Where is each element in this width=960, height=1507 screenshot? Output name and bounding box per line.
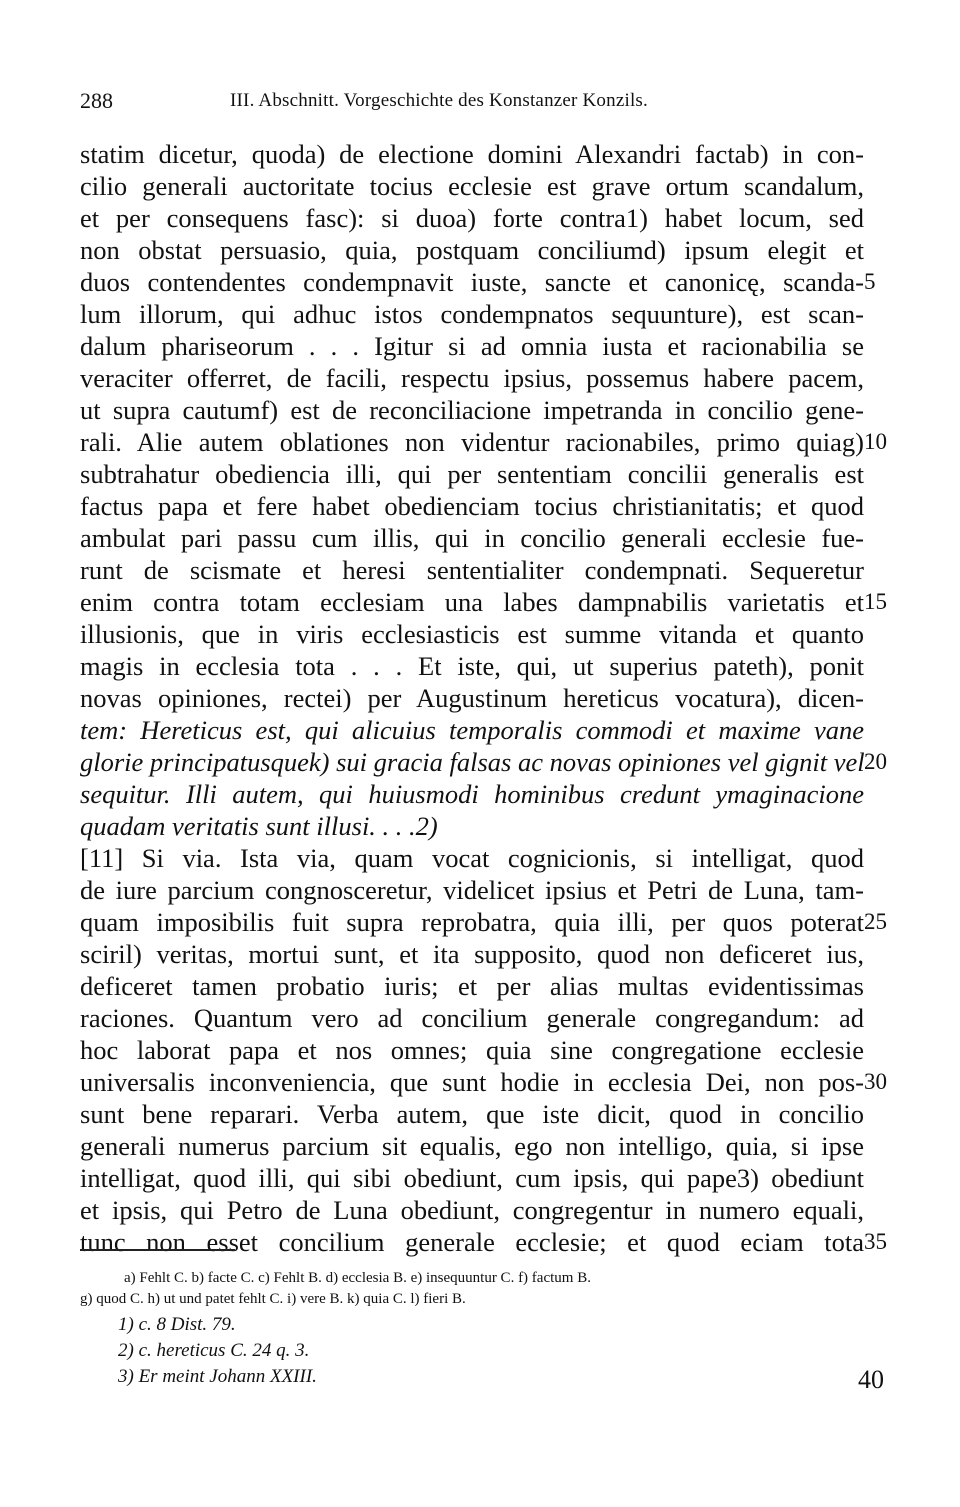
text-line: sunt bene reparari. Verba autem, que iste dicit, quod in concilio xyxy=(80,1099,864,1129)
text-line: [11] Si via. Ista via, quam vocat cognicionis, si intelligat, quod xyxy=(80,843,864,873)
text-line: rali. Alie autem oblationes non videntur racionabiles, primo quiag) xyxy=(80,427,864,457)
text-line: non obstat persuasio, quia, postquam conciliumd) ipsum elegit et xyxy=(80,235,864,265)
text-line: duos contendentes condempnavit iuste, sancte et canonicę, scanda- xyxy=(80,267,864,297)
text-line: glorie principatusquek) sui gracia falsas ac novas opiniones vel gignit vel xyxy=(80,747,865,777)
text-line: statim dicetur, quoda) de electione domini Alexandri factab) in con- xyxy=(80,139,864,169)
text-line: enim contra totam ecclesiam una labes dampnabilis varietatis et xyxy=(80,587,864,617)
text-line: raciones. Quantum vero ad concilium generale congregandum: ad xyxy=(80,1003,864,1033)
source-note: 1) c. 8 Dist. 79. xyxy=(118,1314,236,1335)
signature-mark: 40 xyxy=(858,1365,884,1394)
text-line: ambulat pari passu cum illis, qui in concilio generali ecclesie fue- xyxy=(80,523,864,553)
running-header xyxy=(80,88,880,118)
text-line: hoc laborat papa et nos omnes; quia sine congregatione ecclesie xyxy=(80,1035,864,1065)
text-line: runt de scismate et heresi sententialiter condempnati. Sequeretur xyxy=(80,555,864,585)
line-number: 25 xyxy=(864,909,887,934)
footnote-separator xyxy=(80,1249,235,1251)
text-line: de iure parcium congnosceretur, videlicet ipsius et Petri de Luna, tam- xyxy=(80,875,864,905)
text-line: dalum phariseorum . . . Igitur si ad omnia iusta et racionabilia se xyxy=(80,331,864,361)
text-line: tem: Hereticus est, qui alicuius temporalis commodi et maxime vane xyxy=(80,715,864,745)
line-number: 30 xyxy=(864,1069,887,1094)
text-line: sequitur. Illi autem, qui huiusmodi hominibus credunt ymaginacione xyxy=(80,779,864,809)
text-line: quadam veritatis sunt illusi. . . .2) xyxy=(80,811,438,841)
text-line: illusionis, que in viris ecclesiasticis est summe vitanda et quanto xyxy=(80,619,864,649)
text-line: quam imposibilis fuit supra reprobatra, quia illi, per quos poterat xyxy=(80,907,864,937)
text-line: et ipsis, qui Petro de Luna obediunt, congregentur in numero equali, xyxy=(80,1195,864,1225)
text-line: subtrahatur obediencia illi, qui per sententiam concilii generalis est xyxy=(80,459,864,489)
variant-note-line: g) quod C. h) ut und patet fehlt C. i) vere B. k) quia C. l) fieri B. xyxy=(80,1291,466,1307)
line-number: 10 xyxy=(864,429,887,454)
text-line: intelligat, quod illi, qui sibi obediunt, cum ipsis, qui pape3) obediunt xyxy=(80,1163,864,1193)
text-line: magis in ecclesia tota . . . Et iste, qui, ut superius pateth), ponit xyxy=(80,651,864,681)
text-line: novas opiniones, rectei) per Augustinum hereticus vocatura), dicen- xyxy=(80,683,864,713)
text-line: factus papa et fere habet obedienciam tocius christianitatis; et quod xyxy=(80,491,864,521)
line-number: 35 xyxy=(864,1229,887,1254)
text-line: deficeret tamen probatio iuris; et per alias multas evidentissimas xyxy=(80,971,864,1001)
text-line: universalis inconveniencia, que sunt hodie in ecclesia Dei, non pos- xyxy=(80,1067,864,1097)
text-line: et per consequens fasc): si duoa) forte contra1) habet locum, sed xyxy=(80,203,864,233)
text-line: ut supra cautumf) est de reconciliacione impetranda in concilio gene- xyxy=(80,395,864,425)
text-line: generali numerus parcium sit equalis, ego non intelligo, quia, si ipse xyxy=(80,1131,864,1161)
text-line: lum illorum, qui adhuc istos condempnatos sequunture), est scan- xyxy=(80,299,864,329)
running-title: III. Abschnitt. Vorgeschichte des Konstanzer Konzils. xyxy=(230,90,648,111)
line-number: 20 xyxy=(864,749,887,774)
text-line: veraciter offerret, de facili, respectu ipsius, possemus habere pacem, xyxy=(80,363,864,393)
text-line: cilio generali auctoritate tocius ecclesie est grave ortum scandalum, xyxy=(80,171,864,201)
source-note: 3) Er meint Johann XXIII. xyxy=(118,1366,317,1387)
line-number: 15 xyxy=(864,589,887,614)
line-number: 5 xyxy=(864,269,876,294)
text-line: tunc non esset concilium generale ecclesie; et quod eciam tota xyxy=(80,1227,864,1257)
variant-note-line: a) Fehlt C. b) facte C. c) Fehlt B. d) ecclesia B. e) insequuntur C. f) factum B. xyxy=(124,1270,591,1286)
page-number: 288 xyxy=(80,88,113,113)
text-line: sciril) veritas, mortui sunt, et ita supposito, quod non deficeret ius, xyxy=(80,939,864,969)
source-note: 2) c. hereticus C. 24 q. 3. xyxy=(118,1340,310,1361)
